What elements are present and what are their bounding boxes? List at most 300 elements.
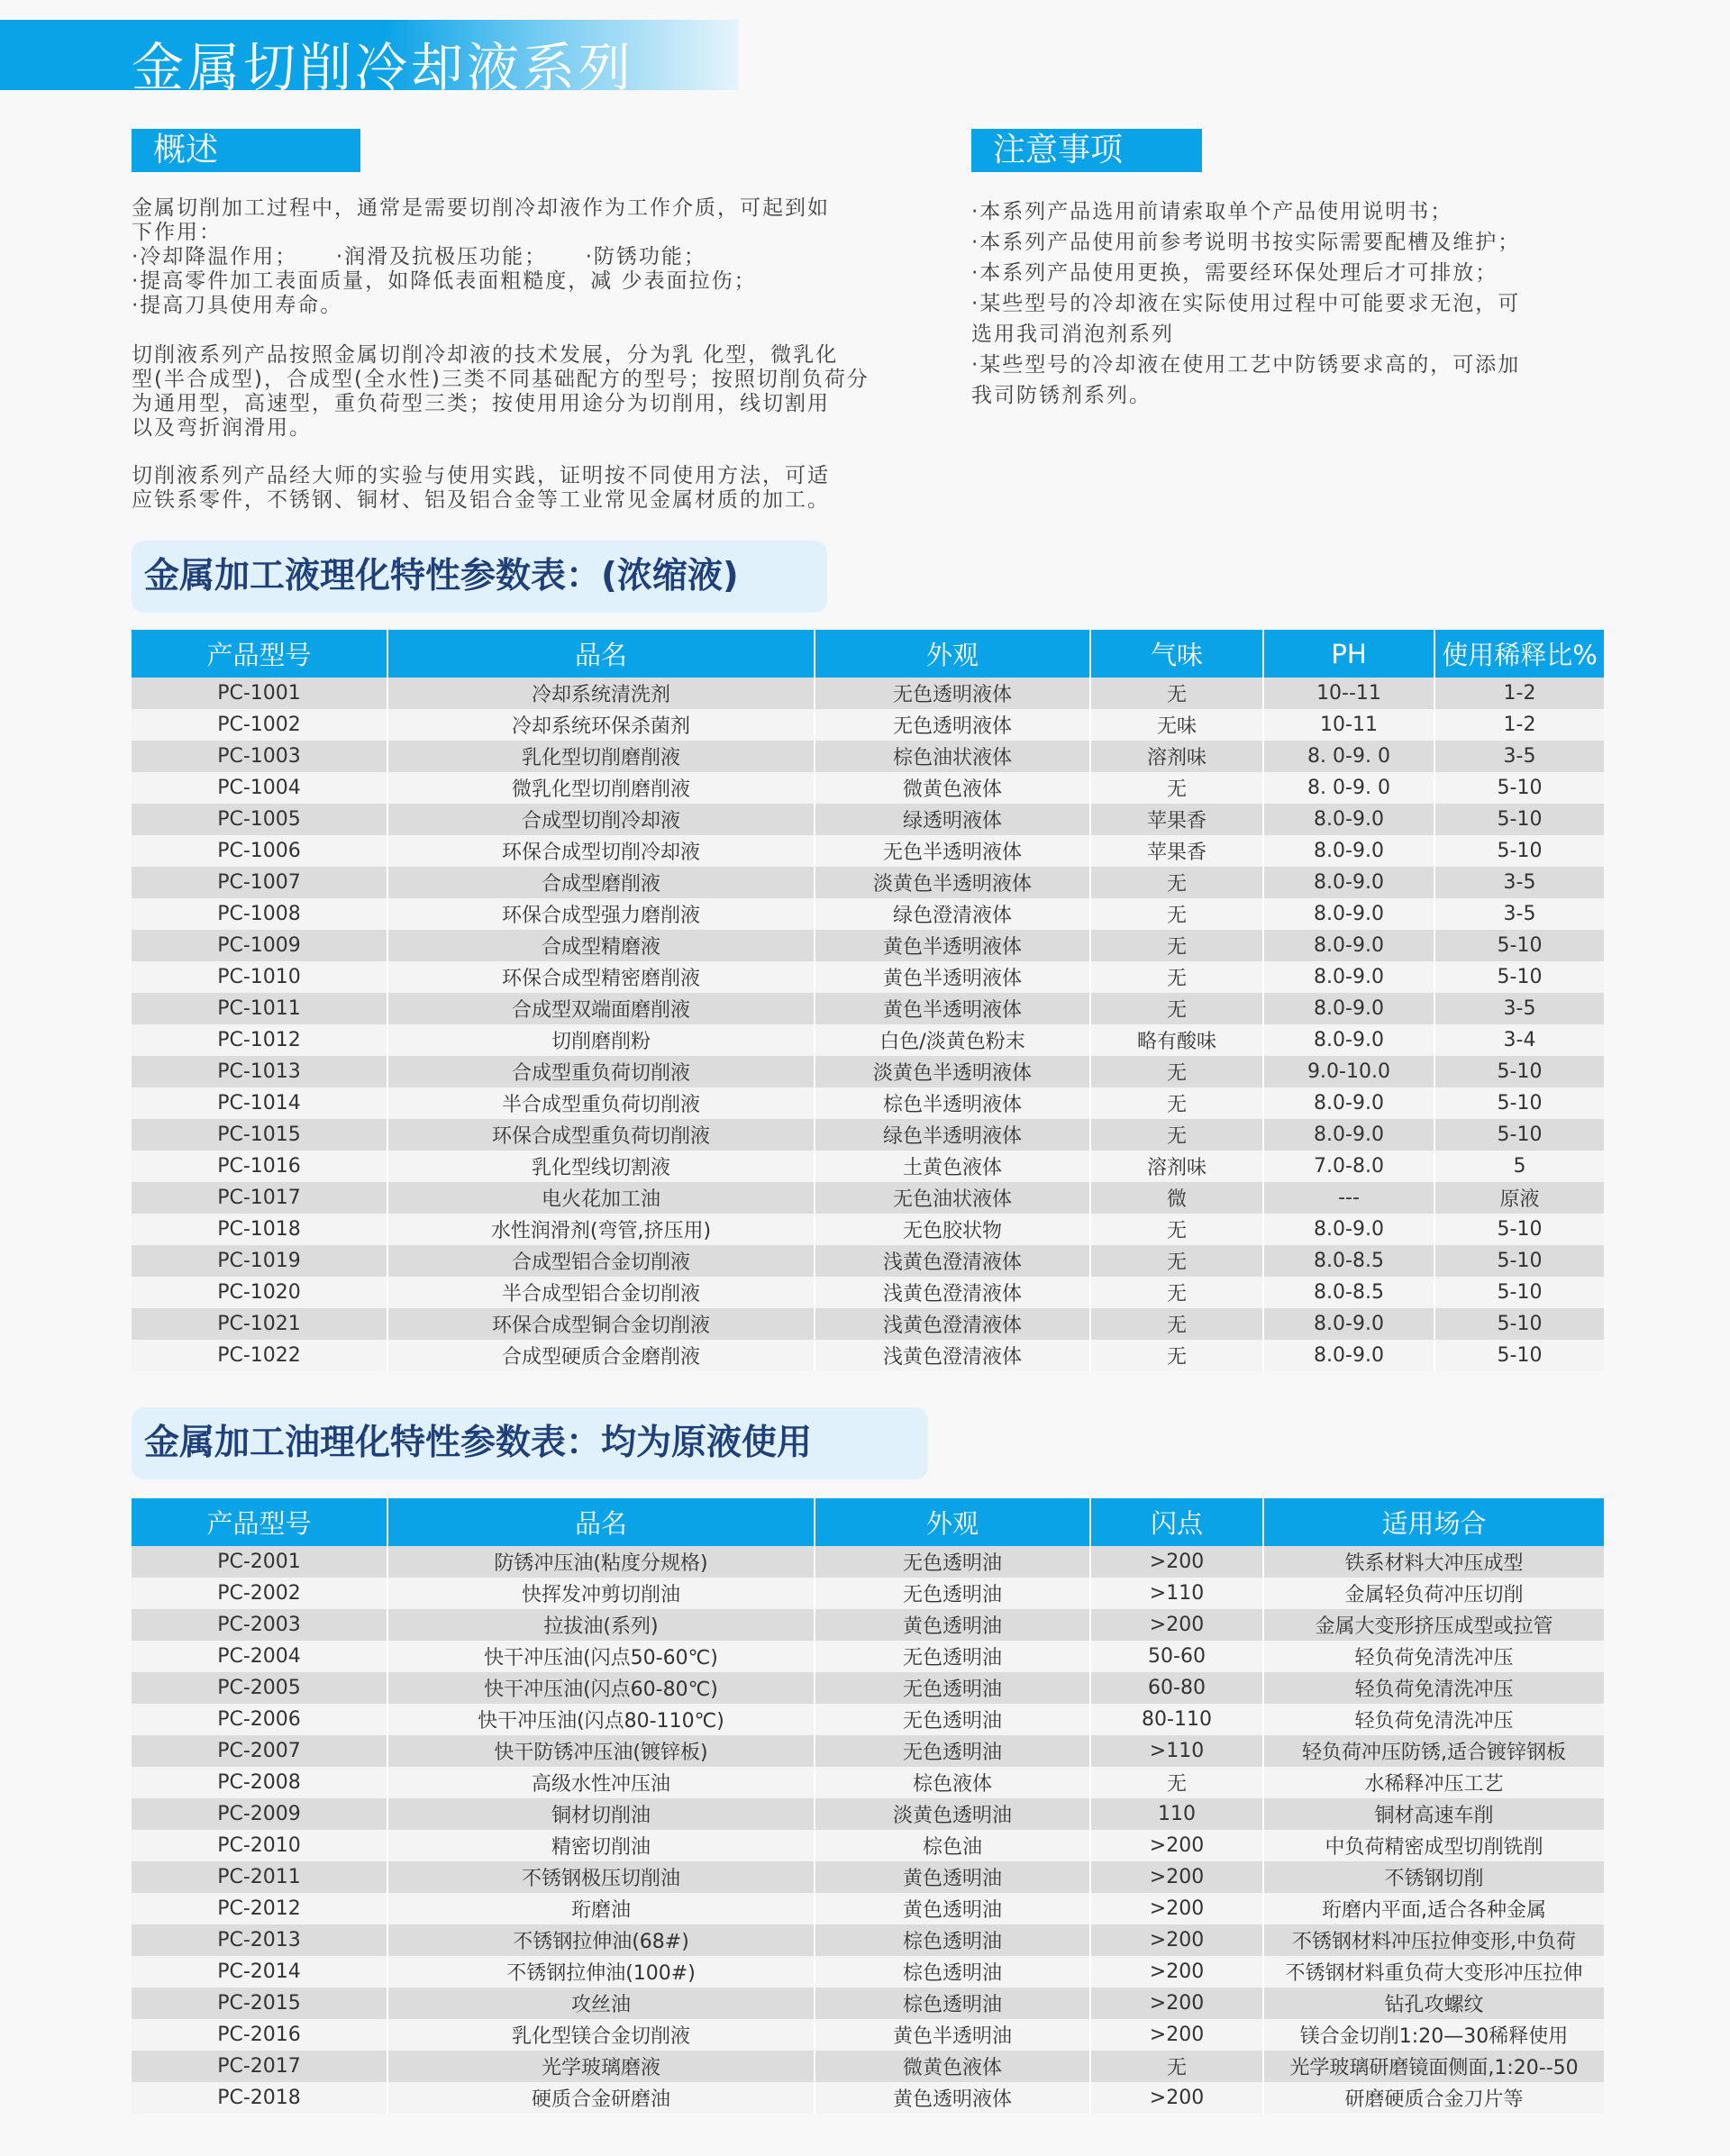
table-cell: 5-10 xyxy=(1434,1056,1604,1087)
table-cell: 合成型磨削液 xyxy=(387,867,815,898)
table-cell: 合成型铝合金切削液 xyxy=(387,1245,815,1277)
table-cell: 5-10 xyxy=(1434,772,1604,804)
table-cell: 无色胶状物 xyxy=(815,1214,1090,1245)
table-row xyxy=(132,835,1604,867)
table-cell: 8.0-9.0 xyxy=(1263,961,1434,993)
table-row xyxy=(132,1546,1604,1578)
table-cell: 光学玻璃研磨镜面侧面,1:20--50 xyxy=(1263,2051,1604,2082)
column-header: 外观 xyxy=(815,1498,1090,1546)
table-row xyxy=(132,1119,1604,1151)
table-cell: 精密切削油 xyxy=(387,1830,815,1861)
table-cell: 铁系材料大冲压成型 xyxy=(1263,1546,1604,1578)
table-cell: PC-2011 xyxy=(132,1861,387,1893)
table-cell: 无色油状液体 xyxy=(815,1182,1090,1214)
table-cell: 无 xyxy=(1090,1277,1263,1308)
table-cell: 微乳化型切削磨削液 xyxy=(387,772,815,804)
bullet-item: ·润滑及抗极压功能； xyxy=(335,245,537,268)
table-cell: 铜材切削油 xyxy=(387,1798,815,1830)
table-cell: 无 xyxy=(1090,678,1263,709)
column-header: PH xyxy=(1263,630,1434,678)
table-cell: 无色透明油 xyxy=(815,1672,1090,1704)
table-cell: 不锈钢极压切削油 xyxy=(387,1861,815,1893)
table-row xyxy=(132,2082,1604,2114)
table-row xyxy=(132,1704,1604,1735)
overview-paragraph-2 xyxy=(132,343,906,441)
table-cell: 棕色透明油 xyxy=(815,1988,1090,2019)
table-cell: 无 xyxy=(1090,2051,1263,2082)
table-cell: 无 xyxy=(1090,961,1263,993)
table-cell: 3-5 xyxy=(1434,741,1604,772)
column-header: 气味 xyxy=(1090,630,1263,678)
page-banner xyxy=(0,20,739,98)
table-cell: 合成型精磨液 xyxy=(387,930,815,961)
table-row xyxy=(132,1672,1604,1704)
table-cell: PC-1001 xyxy=(132,678,387,709)
table-row xyxy=(132,1609,1604,1641)
overview-text xyxy=(132,196,906,318)
table-cell: 棕色透明油 xyxy=(815,1924,1090,1956)
table-cell: 不锈钢材料重负荷大变形冲压拉伸 xyxy=(1263,1956,1604,1988)
table-cell: 无 xyxy=(1090,1087,1263,1119)
overview-para2-line: 以及弯折润滑用。 xyxy=(132,416,312,440)
table-cell: PC-1009 xyxy=(132,930,387,961)
table-cell: 乳化型切削磨削液 xyxy=(387,741,815,772)
table-cell: 棕色半透明液体 xyxy=(815,1087,1090,1119)
table-cell: 8.0-9.0 xyxy=(1263,1308,1434,1340)
table-cell: 5-10 xyxy=(1434,835,1604,867)
table-cell: 无色透明油 xyxy=(815,1641,1090,1672)
table-cell: 8.0-9.0 xyxy=(1263,1119,1434,1151)
table-cell: 钻孔攻螺纹 xyxy=(1263,1988,1604,2019)
table-cell: 轻负荷冲压防锈,适合镀锌钢板 xyxy=(1263,1735,1604,1767)
table-cell: 5-10 xyxy=(1434,1087,1604,1119)
table-row xyxy=(132,804,1604,835)
table1-title: 金属加工液理化特性参数表：(浓缩液) xyxy=(132,541,827,613)
table-cell: 3-5 xyxy=(1434,898,1604,930)
table-cell: >110 xyxy=(1090,1735,1263,1767)
table-row xyxy=(132,961,1604,993)
table-cell: 无色透明油 xyxy=(815,1704,1090,1735)
table-cell: 微黄色液体 xyxy=(815,772,1090,804)
table-row xyxy=(132,1988,1604,2019)
table-cell: 5-10 xyxy=(1434,930,1604,961)
table-cell: PC-1011 xyxy=(132,993,387,1024)
table-cell: 浅黄色澄清液体 xyxy=(815,1245,1090,1277)
column-header: 品名 xyxy=(387,630,815,678)
table-cell: 黄色透明油 xyxy=(815,1861,1090,1893)
bullet-item: ·防锈功能； xyxy=(585,245,706,268)
overview-para2-line: 切削液系列产品按照金属切削冷却液的技术发展，分为乳 化型，微乳化 xyxy=(132,343,839,367)
notes-line: ·本系列产品使用前参考说明书按实际需要配槽及维护； xyxy=(971,231,1521,254)
table-cell: >200 xyxy=(1090,1988,1263,2019)
table-cell: 环保合成型强力磨削液 xyxy=(387,898,815,930)
table-cell: PC-2004 xyxy=(132,1641,387,1672)
table-cell: 中负荷精密成型切削铣削 xyxy=(1263,1830,1604,1861)
table-cell: 快挥发冲剪切削油 xyxy=(387,1578,815,1609)
table-cell: PC-2006 xyxy=(132,1704,387,1735)
table-cell: 5-10 xyxy=(1434,1214,1604,1245)
notes-line: 选用我司消泡剂系列 xyxy=(971,323,1174,346)
table-cell: 黄色半透明油 xyxy=(815,2019,1090,2051)
table-cell: 快干防锈冲压油(镀锌板) xyxy=(387,1735,815,1767)
table-cell: PC-2015 xyxy=(132,1988,387,2019)
table-cell: 合成型硬质合金磨削液 xyxy=(387,1340,815,1371)
table-row xyxy=(132,1578,1604,1609)
overview-para3-line: 应铁系零件，不锈钢、铜材、铝及铝合金等工业常见金属材质的加工。 xyxy=(132,488,830,512)
table-cell: 原液 xyxy=(1434,1182,1604,1214)
table-cell: 略有酸味 xyxy=(1090,1024,1263,1056)
table-cell: 半合成型铝合金切削液 xyxy=(387,1277,815,1308)
table-cell: PC-1013 xyxy=(132,1056,387,1087)
table-row xyxy=(132,772,1604,804)
table-cell: 7.0-8.0 xyxy=(1263,1151,1434,1182)
table-cell: 8.0-9.0 xyxy=(1263,1340,1434,1371)
table-cell: 硬质合金研磨油 xyxy=(387,2082,815,2114)
bullet-item: ·冷却降温作用； xyxy=(132,245,287,268)
table-cell: 环保合成型重负荷切削液 xyxy=(387,1119,815,1151)
notes-line: ·本系列产品使用更换，需要经环保处理后才可排放； xyxy=(971,261,1498,285)
table-cell: 轻负荷免清洗冲压 xyxy=(1263,1641,1604,1672)
table-cell: 无色透明油 xyxy=(815,1546,1090,1578)
table-cell: 黄色半透明液体 xyxy=(815,961,1090,993)
table-cell: 8. 0-9. 0 xyxy=(1263,741,1434,772)
column-header: 适用场合 xyxy=(1263,1498,1604,1546)
table-cell: 不锈钢切削 xyxy=(1263,1861,1604,1893)
table-cell: 环保合成型精密磨削液 xyxy=(387,961,815,993)
table-cell: 80-110 xyxy=(1090,1704,1263,1735)
table-cell: 无 xyxy=(1090,867,1263,898)
table-cell: 3-5 xyxy=(1434,993,1604,1024)
table-cell: 棕色油 xyxy=(815,1830,1090,1861)
table-cell: 110 xyxy=(1090,1798,1263,1830)
table-row xyxy=(132,1641,1604,1672)
table-cell: >200 xyxy=(1090,2082,1263,2114)
table-cell: 无 xyxy=(1090,1214,1263,1245)
table-cell: 拉拔油(系列) xyxy=(387,1609,815,1641)
table-cell: 合成型重负荷切削液 xyxy=(387,1056,815,1087)
table-cell: PC-1021 xyxy=(132,1308,387,1340)
table-cell: 8.0-9.0 xyxy=(1263,835,1434,867)
table-cell: 棕色油状液体 xyxy=(815,741,1090,772)
table-cell: 合成型双端面磨削液 xyxy=(387,993,815,1024)
table-row xyxy=(132,1308,1604,1340)
table-row xyxy=(132,1245,1604,1277)
overview-para3-line: 切削液系列产品经大师的实验与使用实践，证明按不同使用方法，可适 xyxy=(132,464,830,487)
table-cell: 8.0-8.5 xyxy=(1263,1245,1434,1277)
table-row xyxy=(132,1830,1604,1861)
table-cell: >200 xyxy=(1090,1546,1263,1578)
table-cell: PC-1006 xyxy=(132,835,387,867)
table-cell: PC-2014 xyxy=(132,1956,387,1988)
overview-bullet-row xyxy=(132,245,906,269)
table-cell: 1-2 xyxy=(1434,678,1604,709)
table-cell: 切削磨削粉 xyxy=(387,1024,815,1056)
table-cell: 苹果香 xyxy=(1090,835,1263,867)
table-cell: 水稀释冲压工艺 xyxy=(1263,1767,1604,1798)
table-cell: 无色半透明液体 xyxy=(815,835,1090,867)
table-row xyxy=(132,1798,1604,1830)
table-row xyxy=(132,1277,1604,1308)
column-header: 产品型号 xyxy=(132,1498,387,1546)
table-cell: 研磨硬质合金刀片等 xyxy=(1263,2082,1604,2114)
table-cell: >200 xyxy=(1090,1893,1263,1924)
table-row xyxy=(132,709,1604,741)
table-row xyxy=(132,1340,1604,1371)
table-cell: 5 xyxy=(1434,1151,1604,1182)
table-cell: >200 xyxy=(1090,1830,1263,1861)
table-cell: >200 xyxy=(1090,1956,1263,1988)
liquid-spec-table xyxy=(132,630,1604,1371)
table-cell: 3-4 xyxy=(1434,1024,1604,1056)
overview-heading: 概述 xyxy=(132,129,360,172)
overview-intro-line: 下作用： xyxy=(132,221,222,244)
table-cell: 无 xyxy=(1090,898,1263,930)
table-cell: 无色透明油 xyxy=(815,1578,1090,1609)
table-cell: 无色透明液体 xyxy=(815,678,1090,709)
table-cell: PC-1019 xyxy=(132,1245,387,1277)
table-cell: 8.0-8.5 xyxy=(1263,1277,1434,1308)
table-cell: 微 xyxy=(1090,1182,1263,1214)
notes-heading: 注意事项 xyxy=(971,129,1202,172)
table-cell: PC-2012 xyxy=(132,1893,387,1924)
table-cell: 5-10 xyxy=(1434,1119,1604,1151)
table-cell: 防锈冲压油(粘度分规格) xyxy=(387,1546,815,1578)
table-cell: PC-2001 xyxy=(132,1546,387,1578)
table-row xyxy=(132,1893,1604,1924)
page-title: 金属切削冷却液系列 xyxy=(132,37,635,98)
table-cell: >110 xyxy=(1090,1578,1263,1609)
table-cell: 白色/淡黄色粉末 xyxy=(815,1024,1090,1056)
table2-body xyxy=(132,1546,1604,2114)
table-row xyxy=(132,678,1604,709)
table-cell: 无 xyxy=(1090,1340,1263,1371)
table-row xyxy=(132,1924,1604,1956)
table-cell: PC-2003 xyxy=(132,1609,387,1641)
table-cell: 8.0-9.0 xyxy=(1263,898,1434,930)
table-cell: 珩磨内平面,适合各种金属 xyxy=(1263,1893,1604,1924)
table-cell: 50-60 xyxy=(1090,1641,1263,1672)
table-cell: 黄色半透明液体 xyxy=(815,993,1090,1024)
table-cell: 棕色液体 xyxy=(815,1767,1090,1798)
table-row xyxy=(132,1735,1604,1767)
table-cell: PC-1017 xyxy=(132,1182,387,1214)
table-cell: 淡黄色半透明液体 xyxy=(815,1056,1090,1087)
table-cell: 冷却系统环保杀菌剂 xyxy=(387,709,815,741)
table-cell: 5-10 xyxy=(1434,1340,1604,1371)
table-row xyxy=(132,2019,1604,2051)
table-cell: 5-10 xyxy=(1434,1277,1604,1308)
table-row xyxy=(132,2051,1604,2082)
table-cell: 环保合成型切削冷却液 xyxy=(387,835,815,867)
table-cell: 浅黄色澄清液体 xyxy=(815,1277,1090,1308)
notes-text xyxy=(971,196,1602,411)
overview-para2-line: 型(半合成型)，合成型(全水性)三类不同基础配方的型号；按照切削负荷分 xyxy=(132,368,870,391)
table-row xyxy=(132,741,1604,772)
column-header: 闪点 xyxy=(1090,1498,1263,1546)
table-cell: 珩磨油 xyxy=(387,1893,815,1924)
table-cell: PC-1016 xyxy=(132,1151,387,1182)
table-cell: PC-2002 xyxy=(132,1578,387,1609)
table-cell: 10--11 xyxy=(1263,678,1434,709)
column-header: 外观 xyxy=(815,630,1090,678)
table-cell: 轻负荷免清洗冲压 xyxy=(1263,1704,1604,1735)
table-cell: PC-2007 xyxy=(132,1735,387,1767)
table-cell: 绿色澄清液体 xyxy=(815,898,1090,930)
table-header-row xyxy=(132,1498,1604,1546)
table-row xyxy=(132,1151,1604,1182)
table-cell: 快干冲压油(闪点60-80℃) xyxy=(387,1672,815,1704)
table-cell: PC-2017 xyxy=(132,2051,387,2082)
oil-spec-table xyxy=(132,1498,1604,2114)
table-cell: 黄色透明液体 xyxy=(815,2082,1090,2114)
notes-line: ·某些型号的冷却液在实际使用过程中可能要求无泡，可 xyxy=(971,292,1521,315)
table-cell: PC-1010 xyxy=(132,961,387,993)
table-cell: 8.0-9.0 xyxy=(1263,930,1434,961)
table-cell: 60-80 xyxy=(1090,1672,1263,1704)
table-cell: 10-11 xyxy=(1263,709,1434,741)
table-cell: 无 xyxy=(1090,772,1263,804)
table-cell: PC-2013 xyxy=(132,1924,387,1956)
table-cell: 苹果香 xyxy=(1090,804,1263,835)
table-cell: PC-1003 xyxy=(132,741,387,772)
table-cell: 8.0-9.0 xyxy=(1263,1087,1434,1119)
table-cell: 微黄色液体 xyxy=(815,2051,1090,2082)
table-cell: PC-2016 xyxy=(132,2019,387,2051)
table-cell: PC-1007 xyxy=(132,867,387,898)
table-cell: >200 xyxy=(1090,2019,1263,2051)
table-cell: 不锈钢拉伸油(100#) xyxy=(387,1956,815,1988)
table-cell: 淡黄色半透明液体 xyxy=(815,867,1090,898)
table-cell: PC-1015 xyxy=(132,1119,387,1151)
table-cell: PC-2009 xyxy=(132,1798,387,1830)
table-cell: 黄色透明油 xyxy=(815,1893,1090,1924)
table-cell: 无 xyxy=(1090,1119,1263,1151)
table-cell: 绿色半透明液体 xyxy=(815,1119,1090,1151)
table-cell: 8.0-9.0 xyxy=(1263,804,1434,835)
table-cell: 铜材高速车削 xyxy=(1263,1798,1604,1830)
table-cell: 8.0-9.0 xyxy=(1263,1024,1434,1056)
overview-bullet-line: ·提高刀具使用寿命。 xyxy=(132,294,343,317)
table-cell: PC-1002 xyxy=(132,709,387,741)
overview-bullet-line: ·提高零件加工表面质量，如降低表面粗糙度，减 少表面拉伤； xyxy=(132,269,757,293)
overview-para2-line: 为通用型，高速型，重负荷型三类；按使用用途分为切削用，线切割用 xyxy=(132,392,830,415)
table1-body xyxy=(132,678,1604,1371)
table-cell: 无 xyxy=(1090,1308,1263,1340)
table-cell: 金属轻负荷冲压切削 xyxy=(1263,1578,1604,1609)
table-cell: 5-10 xyxy=(1434,804,1604,835)
table-cell: 黄色半透明液体 xyxy=(815,930,1090,961)
table-cell: 无 xyxy=(1090,1056,1263,1087)
table-cell: 5-10 xyxy=(1434,961,1604,993)
table-row xyxy=(132,1024,1604,1056)
table-row xyxy=(132,1767,1604,1798)
table-cell: PC-2018 xyxy=(132,2082,387,2114)
table-row xyxy=(132,1214,1604,1245)
table-cell: 8. 0-9. 0 xyxy=(1263,772,1434,804)
table-cell: >200 xyxy=(1090,1924,1263,1956)
table-cell: 8.0-9.0 xyxy=(1263,1214,1434,1245)
table-cell: 8.0-9.0 xyxy=(1263,867,1434,898)
table-row xyxy=(132,867,1604,898)
table-cell: PC-2010 xyxy=(132,1830,387,1861)
table-cell: 棕色透明油 xyxy=(815,1956,1090,1988)
table-cell: 浅黄色澄清液体 xyxy=(815,1308,1090,1340)
table-cell: 快干冲压油(闪点50-60℃) xyxy=(387,1641,815,1672)
table-cell: 无 xyxy=(1090,1245,1263,1277)
table-cell: 9.0-10.0 xyxy=(1263,1056,1434,1087)
table-cell: 黄色透明油 xyxy=(815,1609,1090,1641)
table2-title: 金属加工油理化特性参数表：均为原液使用 xyxy=(132,1407,928,1479)
notes-line: ·某些型号的冷却液在使用工艺中防锈要求高的，可添加 xyxy=(971,353,1521,377)
table-cell: 无味 xyxy=(1090,709,1263,741)
table-cell: 绿透明液体 xyxy=(815,804,1090,835)
table-cell: 乳化型线切割液 xyxy=(387,1151,815,1182)
table-row xyxy=(132,1087,1604,1119)
table-cell: 3-5 xyxy=(1434,867,1604,898)
table-cell: 5-10 xyxy=(1434,1308,1604,1340)
table-cell: 不锈钢材料冲压拉伸变形,中负荷 xyxy=(1263,1924,1604,1956)
table-cell: PC-1022 xyxy=(132,1340,387,1371)
table-cell: 镁合金切削1:20—30稀释使用 xyxy=(1263,2019,1604,2051)
table-cell: PC-1004 xyxy=(132,772,387,804)
table-cell: 电火花加工油 xyxy=(387,1182,815,1214)
notes-line: 我司防锈剂系列。 xyxy=(971,384,1152,407)
table-header-row xyxy=(132,630,1604,678)
table-cell: 金属大变形挤压成型或拉管 xyxy=(1263,1609,1604,1641)
table-cell: 合成型切削冷却液 xyxy=(387,804,815,835)
table-cell: PC-1012 xyxy=(132,1024,387,1056)
column-header: 使用稀释比% xyxy=(1434,630,1604,678)
column-header: 品名 xyxy=(387,1498,815,1546)
overview-intro-line: 金属切削加工过程中，通常是需要切削冷却液作为工作介质，可起到如 xyxy=(132,196,830,220)
table-cell: >200 xyxy=(1090,1861,1263,1893)
table-row xyxy=(132,930,1604,961)
table-cell: 攻丝油 xyxy=(387,1988,815,2019)
notes-line: ·本系列产品选用前请索取单个产品使用说明书； xyxy=(971,200,1453,223)
table-cell: PC-1020 xyxy=(132,1277,387,1308)
table-cell: 乳化型镁合金切削液 xyxy=(387,2019,815,2051)
table-cell: PC-1008 xyxy=(132,898,387,930)
table-cell: PC-1018 xyxy=(132,1214,387,1245)
table-cell: PC-2005 xyxy=(132,1672,387,1704)
table-cell: >200 xyxy=(1090,1609,1263,1641)
table-cell: 5-10 xyxy=(1434,1245,1604,1277)
table-cell: --- xyxy=(1263,1182,1434,1214)
table-cell: 无色透明油 xyxy=(815,1735,1090,1767)
table-cell: 8.0-9.0 xyxy=(1263,993,1434,1024)
table-cell: PC-1005 xyxy=(132,804,387,835)
table-cell: PC-2008 xyxy=(132,1767,387,1798)
overview-paragraph-3 xyxy=(132,464,906,513)
table-cell: 水性润滑剂(弯管,挤压用) xyxy=(387,1214,815,1245)
table-cell: 无 xyxy=(1090,930,1263,961)
table-cell: 无 xyxy=(1090,993,1263,1024)
table-row xyxy=(132,993,1604,1024)
table-cell: 1-2 xyxy=(1434,709,1604,741)
table-cell: 半合成型重负荷切削液 xyxy=(387,1087,815,1119)
table-cell: PC-1014 xyxy=(132,1087,387,1119)
table-cell: 无 xyxy=(1090,1767,1263,1798)
table-row xyxy=(132,1056,1604,1087)
table-row xyxy=(132,1861,1604,1893)
table-cell: 不锈钢拉伸油(68#) xyxy=(387,1924,815,1956)
column-header: 产品型号 xyxy=(132,630,387,678)
table-row xyxy=(132,1182,1604,1214)
table-cell: 环保合成型铜合金切削液 xyxy=(387,1308,815,1340)
table-cell: 土黄色液体 xyxy=(815,1151,1090,1182)
table-row xyxy=(132,1956,1604,1988)
table-cell: 淡黄色透明油 xyxy=(815,1798,1090,1830)
